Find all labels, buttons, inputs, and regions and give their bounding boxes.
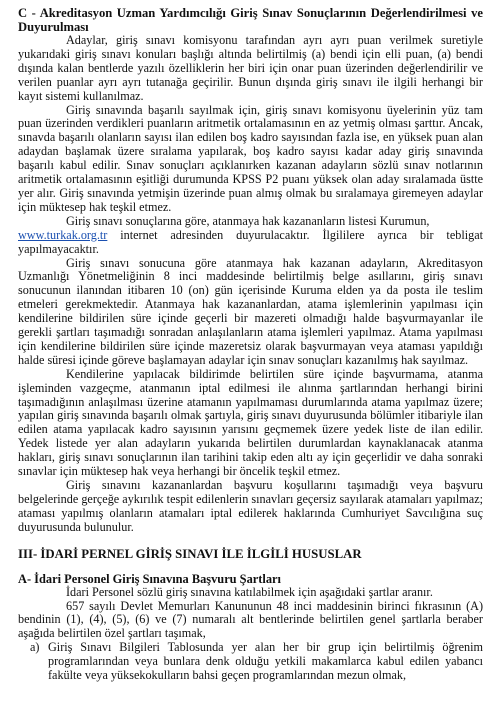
section-c-paragraph-5: Kendilerine yapılacak bildirimde belirtilen süre içinde başvurmama, atanma işleminden vazgeçme, atanmanın iptal edilmesi ile alınma şartlarından herhangi birini taşımadığının anlaşılması üzerine atamanın yapılmaması durumlarında atama yapılmaz üzere; yapılan giriş sınavında başarılı olmak şartıyla, giriş sınavı duyurusunda bölümler itibariyle ilan edilen atama yapılacak kadro sayısının yarısını geçmemek üzere yedek liste de ilan edilir. Yedek listede yer alan adayların yukarıda belirtilen durumlardan kaynaklanacak atanma hakları, giriş sınavı sonuçlarının ilan tarihini takip eden altı ay için geçerlidir ve daha sonraki sınavlar için müktesep hak veya herhangi bir öncelik teşkil etmez.	[18, 366, 483, 479]
list-item-a-text: Giriş Sınavı Bilgileri Tablosunda yer alan her bir grup için belirtilmiş öğrenim programlarından veya bunlara denk olduğu yetkili makamlarca kabul edilen yabancı fakülte veya yüksekokulların bahsi geçen programlarından mezun olmak,	[48, 640, 483, 683]
section-iii-title: III- İDARİ PERNEL GİRİŞ SINAVI İLE İLGİLİ HUSUSLAR	[18, 546, 362, 561]
turkak-website-link[interactable]: www.turkak.org.tr	[18, 227, 108, 242]
section-a-title: A- İdari Personel Giriş Sınavına Başvuru Şartları	[18, 571, 281, 586]
section-c-paragraph-2: Giriş sınavında başarılı sayılmak için, giriş sınavı komisyonu üyelerinin yüz tam puan üzerinden verdikleri puanların aritmetik ortalamasının en az yetmiş olması şarttır. Ancak, sınavda başarılı olanların sayısı ilan edilen boş kadro sayısından fazla ise, en yüksek puan alan adaydan başlamak üzere sıralama yapılarak, boş kadro sayısı kadar aday giriş sınavında başarılı kabul edilir. Sınav sonuçları açıklanırken kazanan adayların sözlü sınav notlarının aritmetik ortalamasının eşitliği durumunda KPSS P2 puanı yüksek olan aday sıralamada üstte yer alır. Giriş sınavında yetmişin üzerinde puan almış olmak bu sıralamaya giremeyen adaylar için müktesep hak teşkil etmez.	[18, 102, 483, 214]
section-a-paragraph-2: 657 sayılı Devlet Memurları Kanununun 48 inci maddesinin birinci fıkrasının (A) bendinin (1), (4), (5), (6) ve (7) numaralı alt bentlerinde belirtilen genel şartlarla beraber aşağıda belirtilen özel şartları taşımak,	[18, 598, 483, 641]
document-page	[18, 6, 483, 683]
paragraph-3-text-continued: internet adresinden duyurulacaktır. İlgililere ayrıca bir tebligat yapılmayacaktır.	[18, 227, 483, 256]
list-item-a	[18, 641, 483, 683]
section-c-paragraph-1: Adaylar, giriş sınavı komisyonu tarafından ayrı ayrı puan verilmek suretiyle yukarıdaki giriş sınavı konuları başlığı altında belirtilmiş (a) bendi için elli puan, (a) bendi dışında kalan bentlerde yazılı özelliklerin her biri için onar puan üzerinden değerlendirilir ve verilen puanlar ayrı ayrı tutanağa geçirilir. Bunun dışında giriş sınavı ile ilgili herhangi bir kayıt sistemi kullanılmaz.	[18, 33, 483, 103]
section-c-paragraph-6: Giriş sınavını kazananlardan başvuru koşullarını taşımadığı veya başvuru belgelerinde gerçeğe aykırılık tespit edilenlerin sınavları geçersiz sayılarak atamaları yapılmaz; ataması yapılmış olanların atamaları iptal edilerek haklarında Cumhuriyet Savcılığına suç duyurusunda bulunulur.	[18, 478, 483, 534]
section-a-paragraph-1: İdari Personel sözlü giriş sınavına katılabilmek için aşağıdaki şartlar aranır.	[66, 584, 433, 599]
section-c-paragraph-3	[18, 215, 483, 257]
list-item-a-marker: a)	[30, 640, 40, 655]
section-c-paragraph-4: Giriş sınavı sonucuna göre atanmaya hak kazanan adayların, Akreditasyon Uzmanlığı Yönetmeliğinin 8 inci maddesinde belirtilmiş belge asıllarını, giriş sınavı sonucunun ilanından itibaren 10 (on) gün içerisinde Kuruma elden ya da posta ile teslim etmeleri gerekmektedir. Atanmaya hak kazananlardan, atama işlemlerinin yapılması için kendilerine bildirilen süre içinde geçerli bir mazereti olmadığı halde başvurmayanlar ile gerekli şartları taşımadığı sonradan anlaşılanların atama işlemleri yapılmaz. Atama yapılması için kendilerine bildirilen süre içinde mazeretsiz olarak başvurmayan veya ataması yapıldığı halde süresi içinde göreve başlamayan adaylar için sınav sonuçları kazanılmış hak sayılmaz.	[18, 255, 483, 367]
section-c-heading: C - Akreditasyon Uzman Yardımcılığı Giriş Sınav Sonuçlarının Değerlendirilmesi ve Duyurulması	[18, 6, 483, 34]
paragraph-3-text: Giriş sınavı sonuçlarına göre, atanmaya hak kazananların listesi Kurumun,	[66, 213, 430, 228]
